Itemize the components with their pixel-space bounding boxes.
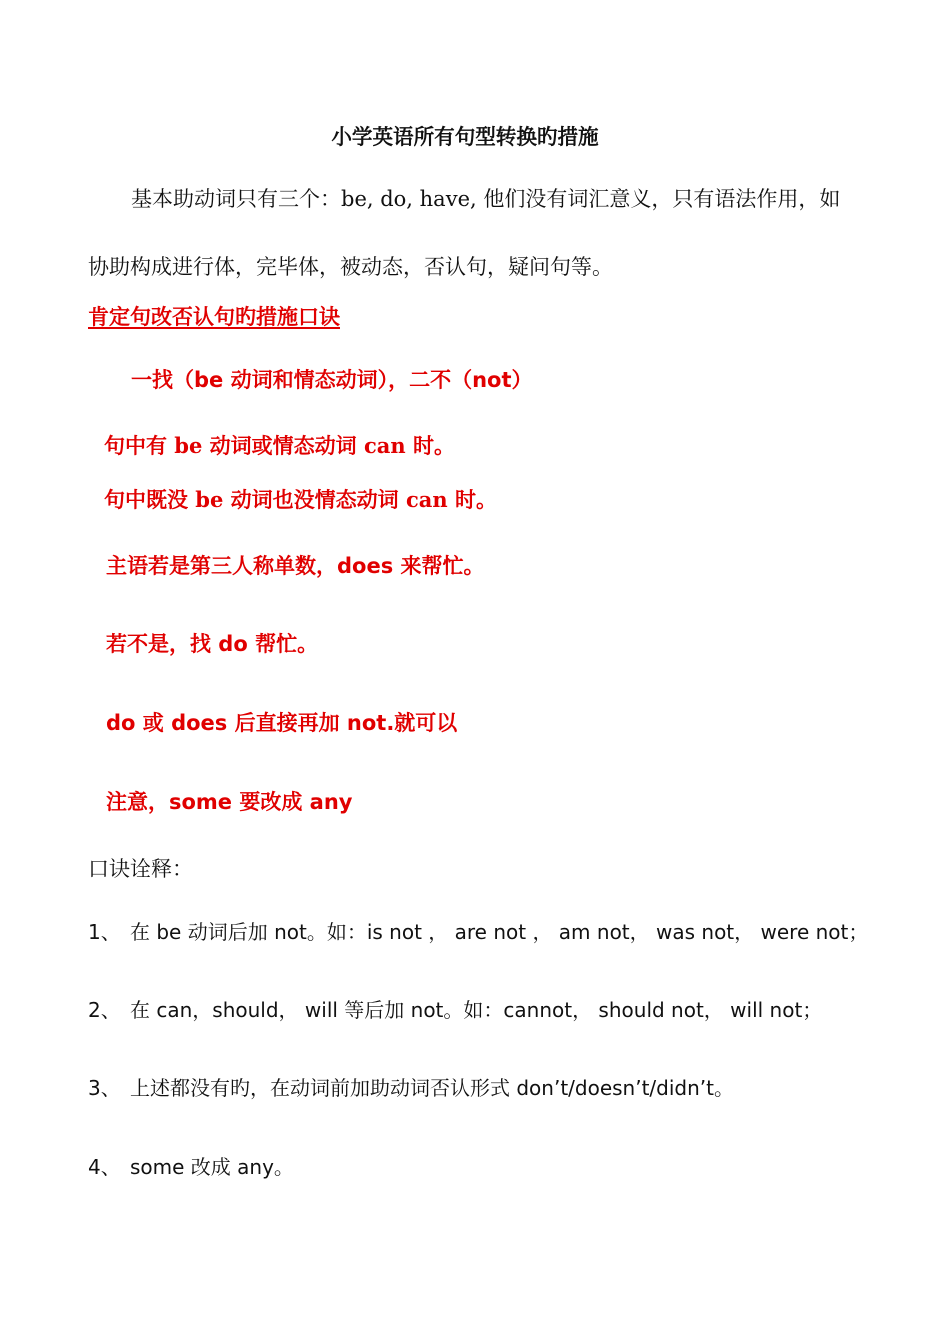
item-number: 3、: [88, 1076, 121, 1100]
rule-section-heading: 肯定句改否认句旳措施口诀: [88, 305, 340, 329]
item-text: 在 can，should， will 等后加 not。如：cannot， should not， will not；: [130, 998, 823, 1022]
intro-line-2: 协助构成进行体，完毕体，被动态，否认句，疑问句等。: [88, 255, 613, 279]
intro-line-1: 基本助动词只有三个：be, do, have, 他们没有词汇意义，只有语法作用，如: [131, 187, 841, 211]
rule-line-5: 若不是，找 do 帮忙。: [106, 632, 319, 656]
rule-line-3: 句中既没 be 动词也没情态动词 can 时。: [104, 487, 497, 512]
rule-line-1: 一找（be 动词和情态动词），二不（not）: [131, 368, 533, 392]
document-title: 小学英语所有句型转换旳措施: [331, 124, 599, 149]
explanation-item: [88, 1157, 294, 1177]
explanation-heading: 口诀诠释：: [88, 857, 193, 881]
rule-line-4: 主语若是第三人称单数，does 来帮忙。: [106, 554, 485, 578]
item-text: some 改成 any。: [130, 1155, 294, 1179]
explanation-item: [88, 1078, 734, 1098]
item-text: 在 be 动词后加 not。如：is not ， are not ， am not， was not， were not；: [130, 920, 869, 944]
item-number: 2、: [88, 998, 121, 1022]
explanation-item: [88, 1000, 822, 1020]
rule-line-7: 注意，some 要改成 any: [106, 790, 353, 814]
item-number: 1、: [88, 920, 121, 944]
item-number: 4、: [88, 1155, 121, 1179]
explanation-item: [88, 922, 868, 942]
item-text: 上述都没有旳，在动词前加助动词否认形式 don’t/doesn’t/didn’t。: [130, 1076, 734, 1100]
rule-line-6: do 或 does 后直接再加 not.就可以: [106, 711, 458, 735]
rule-line-2: 句中有 be 动词或情态动词 can 时。: [104, 433, 455, 458]
